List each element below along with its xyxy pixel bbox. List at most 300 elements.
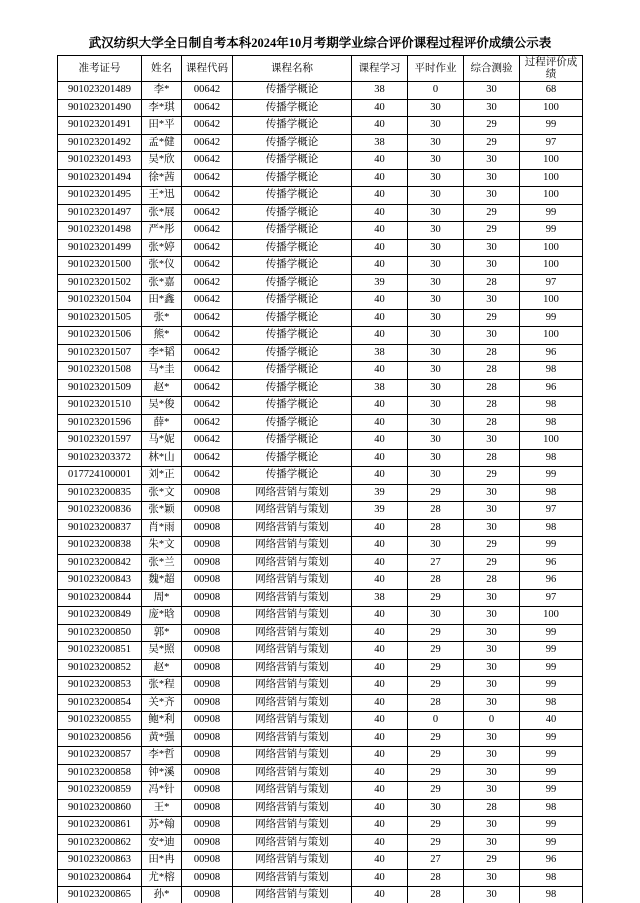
cell-course-name: 网络营销与策划	[233, 729, 352, 747]
cell-course-code: 00908	[182, 484, 233, 502]
cell-homework: 29	[408, 659, 464, 677]
cell-course-name: 网络营销与策划	[233, 589, 352, 607]
cell-course-name: 网络营销与策划	[233, 817, 352, 835]
cell-process-score: 40	[520, 712, 583, 730]
cell-homework: 30	[408, 274, 464, 292]
cell-course-name: 网络营销与策划	[233, 484, 352, 502]
cell-course-name: 传播学概论	[233, 432, 352, 450]
cell-course-code: 00642	[182, 204, 233, 222]
cell-course-code: 00642	[182, 292, 233, 310]
cell-course-name: 传播学概论	[233, 397, 352, 415]
cell-quiz: 28	[464, 274, 520, 292]
cell-course-code: 00908	[182, 729, 233, 747]
cell-process-score: 98	[520, 414, 583, 432]
cell-student-name: 张*仪	[142, 257, 182, 275]
table-row	[58, 554, 583, 572]
cell-quiz: 30	[464, 677, 520, 695]
cell-quiz: 30	[464, 834, 520, 852]
cell-homework: 30	[408, 239, 464, 257]
cell-quiz: 30	[464, 257, 520, 275]
cell-homework: 29	[408, 589, 464, 607]
cell-course-code: 00908	[182, 554, 233, 572]
table-row	[58, 834, 583, 852]
cell-course-code: 00642	[182, 414, 233, 432]
cell-admission-number: 901023201489	[58, 82, 142, 100]
cell-course-study: 38	[352, 344, 408, 362]
cell-course-name: 传播学概论	[233, 117, 352, 135]
cell-course-study: 39	[352, 484, 408, 502]
cell-process-score: 98	[520, 484, 583, 502]
cell-student-name: 魏*超	[142, 572, 182, 590]
cell-student-name: 朱*文	[142, 537, 182, 555]
cell-course-study: 40	[352, 817, 408, 835]
cell-process-score: 98	[520, 887, 583, 903]
cell-course-code: 00642	[182, 239, 233, 257]
cell-course-name: 传播学概论	[233, 169, 352, 187]
cell-quiz: 28	[464, 449, 520, 467]
cell-homework: 28	[408, 519, 464, 537]
cell-course-name: 传播学概论	[233, 362, 352, 380]
cell-course-code: 00908	[182, 712, 233, 730]
cell-admission-number: 901023201509	[58, 379, 142, 397]
cell-admission-number: 901023201504	[58, 292, 142, 310]
cell-admission-number: 901023201490	[58, 99, 142, 117]
cell-course-study: 40	[352, 99, 408, 117]
table-row	[58, 292, 583, 310]
cell-homework: 30	[408, 187, 464, 205]
cell-course-name: 传播学概论	[233, 204, 352, 222]
cell-course-code: 00908	[182, 659, 233, 677]
cell-student-name: 张*展	[142, 204, 182, 222]
cell-course-code: 00908	[182, 834, 233, 852]
table-row	[58, 432, 583, 450]
cell-student-name: 吴*俊	[142, 397, 182, 415]
table-row	[58, 274, 583, 292]
cell-course-code: 00908	[182, 799, 233, 817]
cell-process-score: 97	[520, 134, 583, 152]
cell-homework: 30	[408, 799, 464, 817]
cell-course-study: 40	[352, 187, 408, 205]
cell-student-name: 黄*强	[142, 729, 182, 747]
cell-course-study: 40	[352, 607, 408, 625]
cell-quiz: 29	[464, 852, 520, 870]
cell-course-code: 00642	[182, 99, 233, 117]
cell-student-name: 苏*翰	[142, 817, 182, 835]
table-row	[58, 187, 583, 205]
cell-course-study: 40	[352, 729, 408, 747]
cell-homework: 0	[408, 82, 464, 100]
cell-process-score: 98	[520, 869, 583, 887]
cell-process-score: 99	[520, 309, 583, 327]
cell-homework: 29	[408, 624, 464, 642]
cell-process-score: 98	[520, 449, 583, 467]
cell-quiz: 28	[464, 799, 520, 817]
cell-student-name: 郭*	[142, 624, 182, 642]
cell-quiz: 28	[464, 379, 520, 397]
table-row	[58, 624, 583, 642]
cell-student-name: 吴*欣	[142, 152, 182, 170]
cell-course-study: 40	[352, 414, 408, 432]
cell-student-name: 马*圭	[142, 362, 182, 380]
cell-student-name: 马*妮	[142, 432, 182, 450]
cell-process-score: 99	[520, 834, 583, 852]
cell-quiz: 30	[464, 642, 520, 660]
cell-course-code: 00642	[182, 82, 233, 100]
cell-student-name: 肖*雨	[142, 519, 182, 537]
cell-course-name: 传播学概论	[233, 344, 352, 362]
cell-course-name: 网络营销与策划	[233, 712, 352, 730]
cell-process-score: 100	[520, 187, 583, 205]
cell-homework: 30	[408, 449, 464, 467]
cell-student-name: 李*琪	[142, 99, 182, 117]
table-row	[58, 659, 583, 677]
cell-quiz: 30	[464, 99, 520, 117]
cell-course-study: 40	[352, 362, 408, 380]
cell-course-study: 40	[352, 467, 408, 485]
cell-admission-number: 901023201505	[58, 309, 142, 327]
table-row	[58, 117, 583, 135]
cell-quiz: 28	[464, 344, 520, 362]
cell-homework: 30	[408, 222, 464, 240]
cell-student-name: 刘*正	[142, 467, 182, 485]
cell-course-name: 网络营销与策划	[233, 782, 352, 800]
cell-course-name: 网络营销与策划	[233, 834, 352, 852]
cell-quiz: 30	[464, 624, 520, 642]
cell-quiz: 30	[464, 607, 520, 625]
cell-quiz: 29	[464, 309, 520, 327]
cell-homework: 30	[408, 327, 464, 345]
cell-process-score: 98	[520, 362, 583, 380]
cell-course-code: 00642	[182, 309, 233, 327]
cell-process-score: 96	[520, 379, 583, 397]
cell-homework: 30	[408, 257, 464, 275]
cell-course-study: 40	[352, 449, 408, 467]
cell-admission-number: 901023200864	[58, 869, 142, 887]
cell-quiz: 29	[464, 554, 520, 572]
cell-course-name: 网络营销与策划	[233, 554, 352, 572]
cell-course-name: 传播学概论	[233, 309, 352, 327]
table-row	[58, 449, 583, 467]
cell-course-name: 网络营销与策划	[233, 799, 352, 817]
cell-student-name: 赵*	[142, 659, 182, 677]
cell-course-code: 00908	[182, 537, 233, 555]
cell-course-code: 00908	[182, 642, 233, 660]
cell-student-name: 吴*照	[142, 642, 182, 660]
cell-quiz: 30	[464, 502, 520, 520]
cell-student-name: 熊*	[142, 327, 182, 345]
cell-course-study: 40	[352, 117, 408, 135]
cell-course-code: 00908	[182, 519, 233, 537]
cell-quiz: 30	[464, 292, 520, 310]
cell-course-study: 40	[352, 309, 408, 327]
cell-course-code: 00642	[182, 397, 233, 415]
cell-course-name: 网络营销与策划	[233, 572, 352, 590]
cell-course-study: 40	[352, 869, 408, 887]
table-row	[58, 362, 583, 380]
cell-student-name: 张*兰	[142, 554, 182, 572]
cell-admission-number: 901023200853	[58, 677, 142, 695]
cell-course-code: 00642	[182, 467, 233, 485]
cell-process-score: 68	[520, 82, 583, 100]
cell-course-name: 传播学概论	[233, 222, 352, 240]
cell-course-name: 传播学概论	[233, 239, 352, 257]
cell-quiz: 30	[464, 817, 520, 835]
table-row	[58, 572, 583, 590]
cell-course-name: 传播学概论	[233, 327, 352, 345]
cell-student-name: 庞*晗	[142, 607, 182, 625]
cell-course-name: 网络营销与策划	[233, 537, 352, 555]
cell-student-name: 冯*针	[142, 782, 182, 800]
cell-course-study: 40	[352, 204, 408, 222]
cell-process-score: 98	[520, 397, 583, 415]
cell-course-code: 00642	[182, 327, 233, 345]
cell-process-score: 99	[520, 204, 583, 222]
cell-course-code: 00642	[182, 432, 233, 450]
cell-course-study: 40	[352, 222, 408, 240]
cell-course-study: 38	[352, 82, 408, 100]
cell-process-score: 99	[520, 659, 583, 677]
cell-process-score: 99	[520, 222, 583, 240]
table-row	[58, 677, 583, 695]
cell-homework: 30	[408, 607, 464, 625]
cell-quiz: 29	[464, 117, 520, 135]
cell-student-name: 张*嘉	[142, 274, 182, 292]
page-title: 武汉纺织大学全日制自考本科2024年10月考期学业综合评价课程过程评价成绩公示表	[88, 36, 552, 50]
table-row	[58, 782, 583, 800]
cell-admission-number: 901023201508	[58, 362, 142, 380]
cell-admission-number: 901023200855	[58, 712, 142, 730]
cell-quiz: 28	[464, 414, 520, 432]
cell-quiz: 29	[464, 537, 520, 555]
cell-process-score: 100	[520, 292, 583, 310]
cell-course-name: 网络营销与策划	[233, 764, 352, 782]
cell-process-score: 98	[520, 519, 583, 537]
column-header-process-score: 过程评价成绩	[520, 56, 583, 82]
cell-quiz: 29	[464, 134, 520, 152]
cell-course-name: 传播学概论	[233, 152, 352, 170]
cell-admission-number: 901023200860	[58, 799, 142, 817]
cell-course-study: 40	[352, 712, 408, 730]
cell-admission-number: 901023200850	[58, 624, 142, 642]
table-row	[58, 257, 583, 275]
cell-student-name: 林*山	[142, 449, 182, 467]
cell-course-study: 40	[352, 834, 408, 852]
cell-course-study: 40	[352, 554, 408, 572]
cell-course-name: 网络营销与策划	[233, 747, 352, 765]
cell-homework: 30	[408, 169, 464, 187]
cell-course-name: 网络营销与策划	[233, 887, 352, 903]
cell-admission-number: 901023200835	[58, 484, 142, 502]
cell-process-score: 100	[520, 239, 583, 257]
table-row	[58, 852, 583, 870]
cell-course-study: 38	[352, 589, 408, 607]
cell-student-name: 张*颖	[142, 502, 182, 520]
cell-process-score: 100	[520, 152, 583, 170]
cell-admission-number: 017724100001	[58, 467, 142, 485]
cell-course-name: 传播学概论	[233, 82, 352, 100]
cell-homework: 30	[408, 397, 464, 415]
table-row	[58, 467, 583, 485]
cell-admission-number: 901023201597	[58, 432, 142, 450]
cell-process-score: 99	[520, 747, 583, 765]
cell-quiz: 28	[464, 362, 520, 380]
cell-process-score: 99	[520, 467, 583, 485]
cell-student-name: 徐*茜	[142, 169, 182, 187]
cell-course-study: 40	[352, 659, 408, 677]
cell-course-study: 40	[352, 642, 408, 660]
cell-student-name: 李*韬	[142, 344, 182, 362]
cell-homework: 30	[408, 152, 464, 170]
cell-course-name: 传播学概论	[233, 449, 352, 467]
cell-homework: 30	[408, 362, 464, 380]
cell-course-code: 00908	[182, 747, 233, 765]
cell-process-score: 99	[520, 677, 583, 695]
cell-student-name: 李*哲	[142, 747, 182, 765]
cell-quiz: 30	[464, 589, 520, 607]
table-row	[58, 204, 583, 222]
cell-admission-number: 901023200837	[58, 519, 142, 537]
cell-process-score: 99	[520, 817, 583, 835]
cell-student-name: 钟*溪	[142, 764, 182, 782]
cell-course-name: 网络营销与策划	[233, 677, 352, 695]
cell-admission-number: 901023201493	[58, 152, 142, 170]
cell-quiz: 30	[464, 82, 520, 100]
table-row	[58, 764, 583, 782]
cell-course-study: 40	[352, 694, 408, 712]
column-header-course-code: 课程代码	[182, 56, 233, 82]
table-row	[58, 712, 583, 730]
cell-course-study: 38	[352, 134, 408, 152]
cell-course-study: 40	[352, 432, 408, 450]
cell-course-code: 00908	[182, 887, 233, 903]
cell-process-score: 99	[520, 624, 583, 642]
cell-student-name: 孟*健	[142, 134, 182, 152]
table-row	[58, 222, 583, 240]
table-row	[58, 134, 583, 152]
cell-course-study: 40	[352, 537, 408, 555]
cell-homework: 29	[408, 834, 464, 852]
cell-homework: 30	[408, 537, 464, 555]
cell-admission-number: 901023200862	[58, 834, 142, 852]
cell-homework: 30	[408, 309, 464, 327]
cell-quiz: 29	[464, 222, 520, 240]
cell-homework: 30	[408, 117, 464, 135]
cell-homework: 30	[408, 467, 464, 485]
cell-course-name: 传播学概论	[233, 467, 352, 485]
table-row	[58, 379, 583, 397]
cell-student-name: 严*彤	[142, 222, 182, 240]
cell-student-name: 张*程	[142, 677, 182, 695]
cell-quiz: 30	[464, 729, 520, 747]
cell-quiz: 30	[464, 484, 520, 502]
cell-course-code: 00642	[182, 222, 233, 240]
cell-student-name: 田*平	[142, 117, 182, 135]
cell-admission-number: 901023201494	[58, 169, 142, 187]
cell-process-score: 96	[520, 554, 583, 572]
cell-course-study: 40	[352, 327, 408, 345]
column-header-course-study: 课程学习	[352, 56, 408, 82]
cell-course-study: 40	[352, 887, 408, 903]
cell-homework: 30	[408, 344, 464, 362]
cell-homework: 28	[408, 694, 464, 712]
table-row	[58, 817, 583, 835]
cell-course-code: 00908	[182, 869, 233, 887]
cell-process-score: 99	[520, 642, 583, 660]
cell-homework: 29	[408, 782, 464, 800]
cell-admission-number: 901023200852	[58, 659, 142, 677]
table-body	[58, 82, 583, 903]
cell-student-name: 鲍*利	[142, 712, 182, 730]
cell-course-study: 40	[352, 747, 408, 765]
cell-course-code: 00642	[182, 274, 233, 292]
cell-quiz: 30	[464, 747, 520, 765]
cell-student-name: 张*婷	[142, 239, 182, 257]
cell-course-name: 网络营销与策划	[233, 852, 352, 870]
cell-course-study: 40	[352, 169, 408, 187]
cell-admission-number: 901023201510	[58, 397, 142, 415]
cell-admission-number: 901023201506	[58, 327, 142, 345]
cell-course-code: 00908	[182, 572, 233, 590]
cell-quiz: 30	[464, 887, 520, 903]
cell-admission-number: 901023201492	[58, 134, 142, 152]
cell-admission-number: 901023200843	[58, 572, 142, 590]
cell-student-name: 王*	[142, 799, 182, 817]
cell-admission-number: 901023203372	[58, 449, 142, 467]
cell-homework: 29	[408, 729, 464, 747]
cell-quiz: 28	[464, 397, 520, 415]
cell-course-name: 网络营销与策划	[233, 659, 352, 677]
table-row	[58, 642, 583, 660]
cell-process-score: 98	[520, 799, 583, 817]
cell-course-name: 传播学概论	[233, 274, 352, 292]
cell-course-name: 网络营销与策划	[233, 607, 352, 625]
cell-admission-number: 901023201502	[58, 274, 142, 292]
table-row	[58, 887, 583, 903]
cell-admission-number: 901023201507	[58, 344, 142, 362]
cell-process-score: 98	[520, 694, 583, 712]
cell-admission-number: 901023200836	[58, 502, 142, 520]
cell-student-name: 关*齐	[142, 694, 182, 712]
cell-homework: 28	[408, 887, 464, 903]
cell-course-code: 00642	[182, 152, 233, 170]
cell-admission-number: 901023200863	[58, 852, 142, 870]
column-header-course-name: 课程名称	[233, 56, 352, 82]
cell-admission-number: 901023200858	[58, 764, 142, 782]
cell-course-code: 00908	[182, 624, 233, 642]
table-row	[58, 747, 583, 765]
cell-admission-number: 901023201497	[58, 204, 142, 222]
cell-homework: 28	[408, 869, 464, 887]
cell-course-study: 39	[352, 502, 408, 520]
table-row	[58, 799, 583, 817]
cell-homework: 29	[408, 677, 464, 695]
cell-student-name: 尤*榕	[142, 869, 182, 887]
cell-course-study: 40	[352, 257, 408, 275]
cell-course-name: 传播学概论	[233, 134, 352, 152]
cell-homework: 30	[408, 379, 464, 397]
cell-course-name: 网络营销与策划	[233, 642, 352, 660]
cell-quiz: 30	[464, 869, 520, 887]
cell-course-name: 网络营销与策划	[233, 502, 352, 520]
cell-course-code: 00642	[182, 187, 233, 205]
cell-student-name: 田*冉	[142, 852, 182, 870]
column-header-homework: 平时作业	[408, 56, 464, 82]
cell-course-study: 40	[352, 519, 408, 537]
cell-admission-number: 901023201498	[58, 222, 142, 240]
table-row	[58, 502, 583, 520]
cell-course-name: 传播学概论	[233, 187, 352, 205]
cell-student-name: 张*	[142, 309, 182, 327]
